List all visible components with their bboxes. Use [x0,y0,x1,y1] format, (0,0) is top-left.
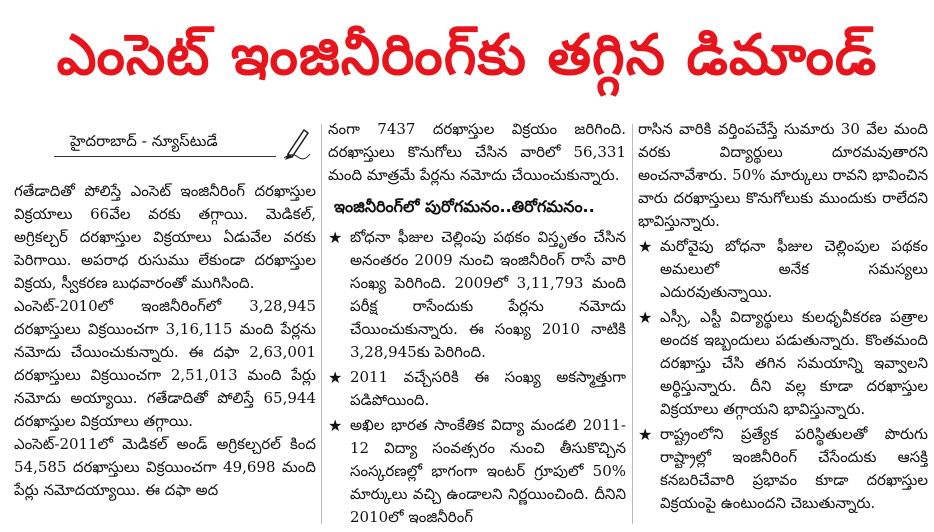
paragraph-engineering-stats: ఎంసెట్-2010లో ఇంజినీరింగ్‌లో 3,28,945 దరఖాస్తులు విక్రయించగా 3,16,115 మంది పేర్లను నమోదు చేయించుకున్నారు. ఈ దఫా 2,63,001 దరఖాస్తులు విక్రయించగా 2,51,013 మంది పేర్లు నమోదు అయ్యాయి. గతేడాదితో పోలిస్తే 65,944 దరఖాస్తుల విక్రయాలు తగ్గాయి. [14,297,316,430]
star-icon: ★ [328,368,343,387]
bullet-item [638,235,928,304]
subheading: ఇంజినీరింగ్‌లో పురోగమనం..తిరోగమనం.. [334,197,595,216]
star-icon: ★ [328,228,343,247]
bullet-item [328,226,626,364]
paragraph-medical-stats: ఎంసెట్-2011లో మెడికల్ అండ్ అగ్రికల్చరల్ కింద 54,585 దరఖాస్తులు విక్రయించగా 49,698 మంది పేర్లు నమోదయ్యాయి. ఈ దఫా అద [14,435,316,499]
article-column-1 [14,118,316,528]
byline-underline [54,156,276,157]
article-column-3 [638,118,928,528]
byline [54,122,316,166]
bullet-item [328,414,626,528]
paragraph-continued: రాసిన వారికి వర్తింపచేస్తే సుమారు 30 వేల మంది వరకు విద్యార్థులు దూరమవుతారని అంచనావేశారు. 50% మార్కులు రావని భావించిన వారు దరఖాస్తులు కొనుగోలుకు ముందుకు రాలేదని భావిస్తున్నారు. [638,120,928,230]
bullet-text: అఖిల భారత సాంకేతిక విద్యా మండలి 2011-12 విద్యా సంవత్సరం నుంచి తీసుకొచ్చిన సంస్కరణల్లో భాగంగా ఇంటర్ గ్రూపులో 50% మార్కులు వచ్చి ఉండాలని నిర్ణయించింది. దీనిని 2010లో ఇంజినీరింగ్ [350,416,626,526]
paragraph-continued: నంగా 7437 దరఖాస్తుల విక్రయం జరిగింది. దరఖాస్తులు కొనుగోలు చేసిన వారిలో 56,331 మంది మాత్రమే పేర్లను నమోదు చేయించుకున్నారు. [328,120,626,184]
star-icon: ★ [328,416,343,435]
column-divider [321,124,322,524]
pen-icon [282,124,312,160]
bullet-text: మరోవైపు బోధనా ఫీజుల చెల్లింపుల పథకం అమలులో అనేక సమస్యలు ఎదురవుతున్నాయి. [660,237,928,301]
bullet-item [638,306,928,421]
bullet-text: బోధనా ఫీజుల చెల్లింపు పథకం విస్తృతం చేసిన అనంతరం 2009 నుంచి ఇంజినీరింగ్ రాసే వారి సంఖ్య పెరిగింది. 2009లో 3,11,793 మంది పరీక్ష రాసేందుకు పేర్లను నమోదు చేయించుకున్నారు. ఈ సంఖ్య 2010 నాటికి 3,28,945కు పెరిగింది. [350,228,626,361]
star-icon: ★ [638,425,653,444]
column-divider [632,124,633,524]
star-icon: ★ [638,237,653,256]
star-icon: ★ [638,308,653,327]
article-column-2 [328,118,626,528]
byline-text: హైదరాబాద్ - న్యూస్‌టుడే [70,132,218,150]
bullet-text: రాష్ట్రంలోని ప్రత్యేక పరిస్థితులతో పొరుగు రాష్ట్రాల్లో ఇంజినీరింగ్ చేసేందుకు ఆసక్తి కనబరిచేవారి ప్రభావం కూడా దరఖాస్తుల విక్రయంపై ఉంటుందని చెబుతున్నారు. [660,425,928,512]
paragraph-intro: గతేడాదితో పోలిస్తే ఎంసెట్ ఇంజినీరింగ్ దరఖాస్తుల విక్రయాలు 66వేల వరకు తగ్గాయి. మెడికల్, అగ్రికల్చర్ దరఖాస్తుల విక్రయాలు ఏడువేల వరకు పెరిగాయి. అపరాధ రుసుము లేకుండా దరఖాస్తుల విక్రయ, స్వీకరణ బుధవారంతో ముగిసింది. [14,182,316,292]
bullet-text: 2011 వచ్చేసరికి ఈ సంఖ్య అకస్మాత్తుగా పడిపోయింది. [350,368,626,409]
bullet-text: ఎస్సీ, ఎస్టీ విద్యార్థులు కులధృవీకరణ పత్రాల అందక ఇబ్బందులు పడుతున్నారు. కొంతమంది దరఖాస్తు చేసి తగిన సమయాన్ని ఇవ్వాలని అర్థిస్తున్నారు. దీని వల్ల కూడా దరఖాస్తుల విక్రయాలు తగ్గాయని భావిస్తున్నారు. [660,308,928,418]
bullet-item [328,366,626,412]
bullet-item [638,423,928,515]
headline: ఎంసెట్ ఇంజినీరింగ్‌కు తగ్గిన డిమాండ్ [56,23,878,88]
